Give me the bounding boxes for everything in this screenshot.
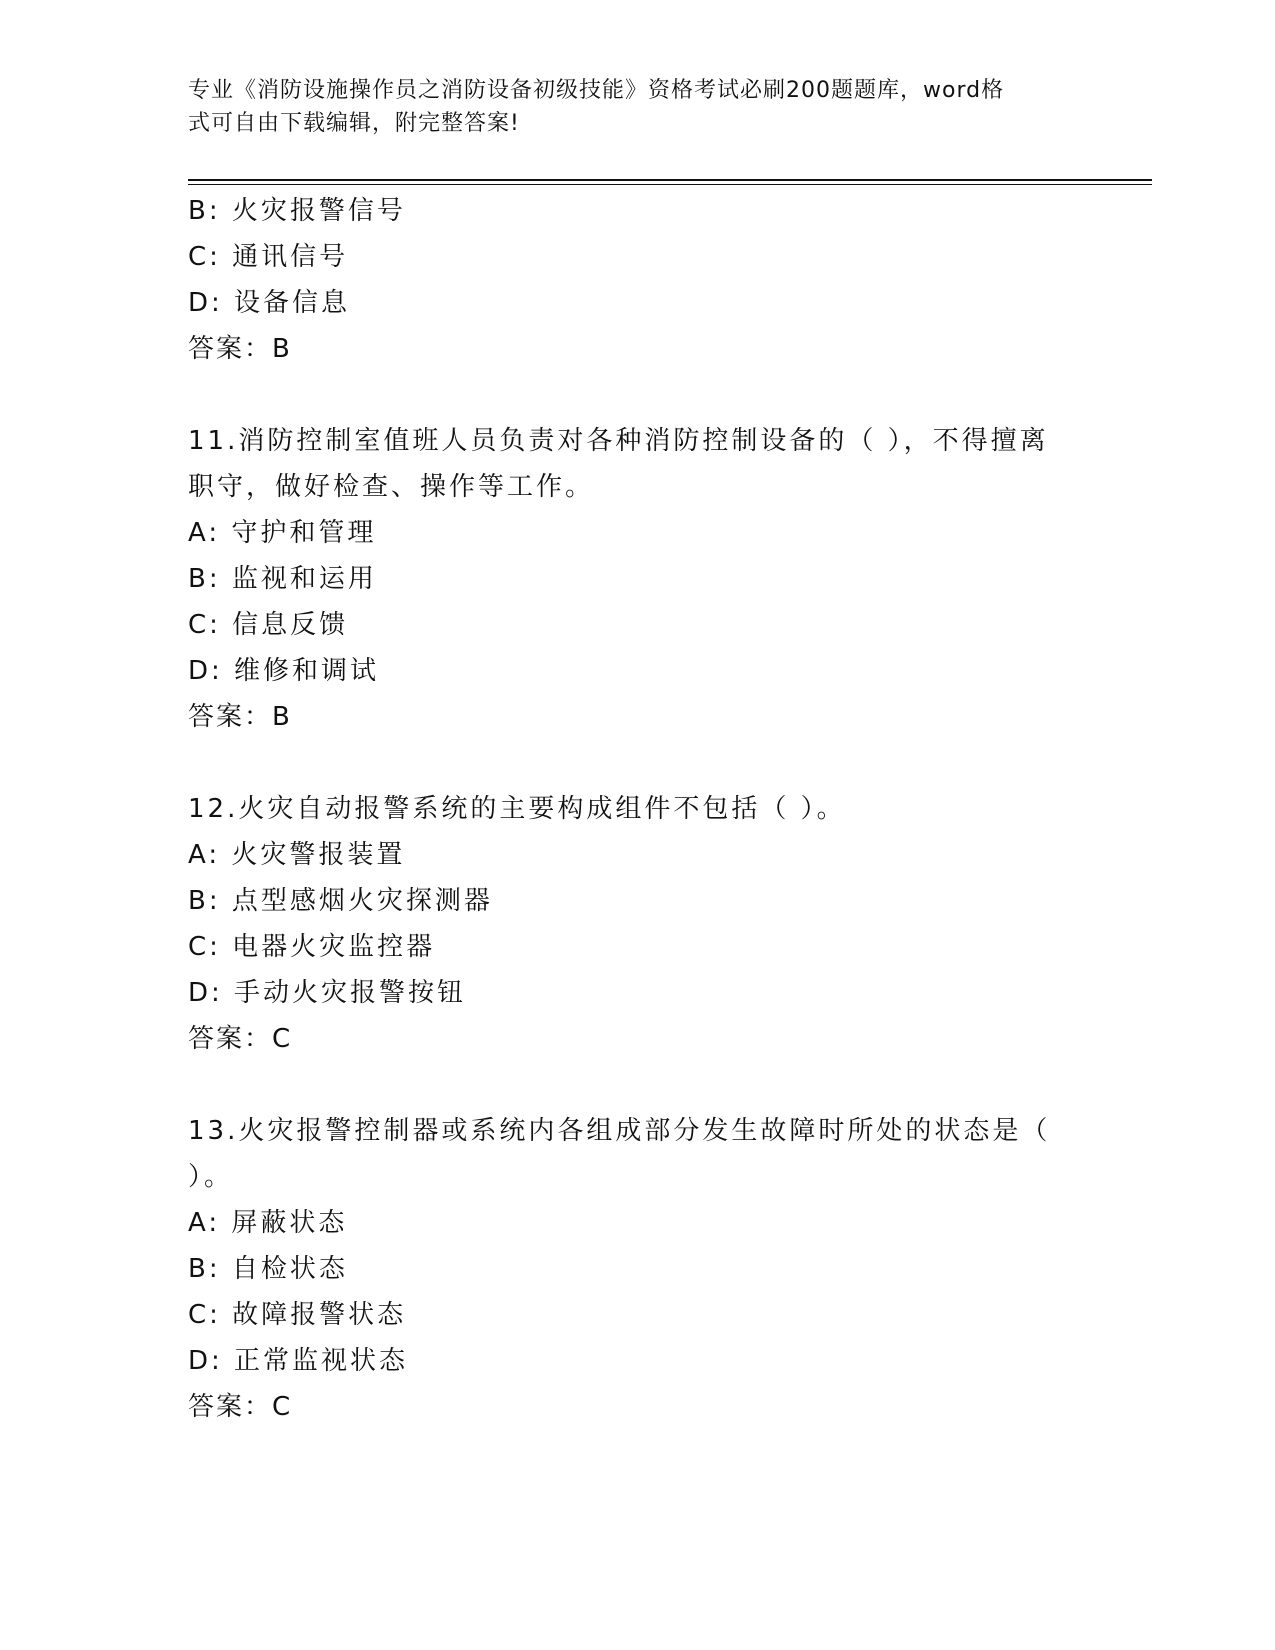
answer-line: 答案：B — [188, 334, 292, 364]
option-a: A: 守护和管理 — [188, 518, 377, 548]
question-block-11 — [188, 418, 1088, 740]
option-d: D: 手动火灾报警按钮 — [188, 978, 467, 1008]
answer-line: 答案：B — [188, 702, 292, 732]
question-block-12 — [188, 786, 1088, 1062]
question-text-line: 职守，做好检查、操作等工作。 — [188, 472, 595, 502]
document-header — [188, 74, 1088, 140]
header-line-1: 专业《消防设施操作员之消防设备初级技能》资格考试必刷200题题库，word格 — [188, 78, 1005, 103]
option-d: D: 设备信息 — [188, 288, 351, 318]
option-c: C: 故障报警状态 — [188, 1300, 407, 1330]
option-c: C: 信息反馈 — [188, 610, 349, 640]
option-b: B: 点型感烟火灾探测器 — [188, 886, 493, 916]
question-text-line: 11.消防控制室值班人员负责对各种消防控制设备的（ ），不得擅离 — [188, 426, 1049, 456]
option-b: B: 自检状态 — [188, 1254, 348, 1284]
question-block-13 — [188, 1108, 1088, 1430]
option-d: D: 正常监视状态 — [188, 1346, 409, 1376]
spacer — [188, 740, 1088, 786]
answer-line: 答案：C — [188, 1392, 293, 1422]
option-d: D: 维修和调试 — [188, 656, 380, 686]
question-block-10 — [188, 188, 1088, 372]
option-b: B: 监视和运用 — [188, 564, 377, 594]
header-line-2: 式可自由下载编辑，附完整答案! — [188, 111, 520, 136]
header-divider-thick — [188, 179, 1152, 181]
question-text-line: ）。 — [188, 1162, 234, 1192]
question-text-line: 12.火灾自动报警系统的主要构成组件不包括（ ）。 — [188, 794, 846, 824]
option-c: C: 电器火灾监控器 — [188, 932, 436, 962]
option-a: A: 火灾警报装置 — [188, 840, 406, 870]
option-c: C: 通讯信号 — [188, 242, 349, 272]
answer-line: 答案：C — [188, 1024, 293, 1054]
spacer — [188, 372, 1088, 418]
question-text-line: 13.火灾报警控制器或系统内各组成部分发生故障时所处的状态是（ — [188, 1116, 1051, 1146]
question-list — [188, 188, 1088, 1430]
option-b: B: 火灾报警信号 — [188, 196, 406, 226]
option-a: A: 屏蔽状态 — [188, 1208, 348, 1238]
header-divider-thin — [188, 184, 1152, 185]
spacer — [188, 1062, 1088, 1108]
